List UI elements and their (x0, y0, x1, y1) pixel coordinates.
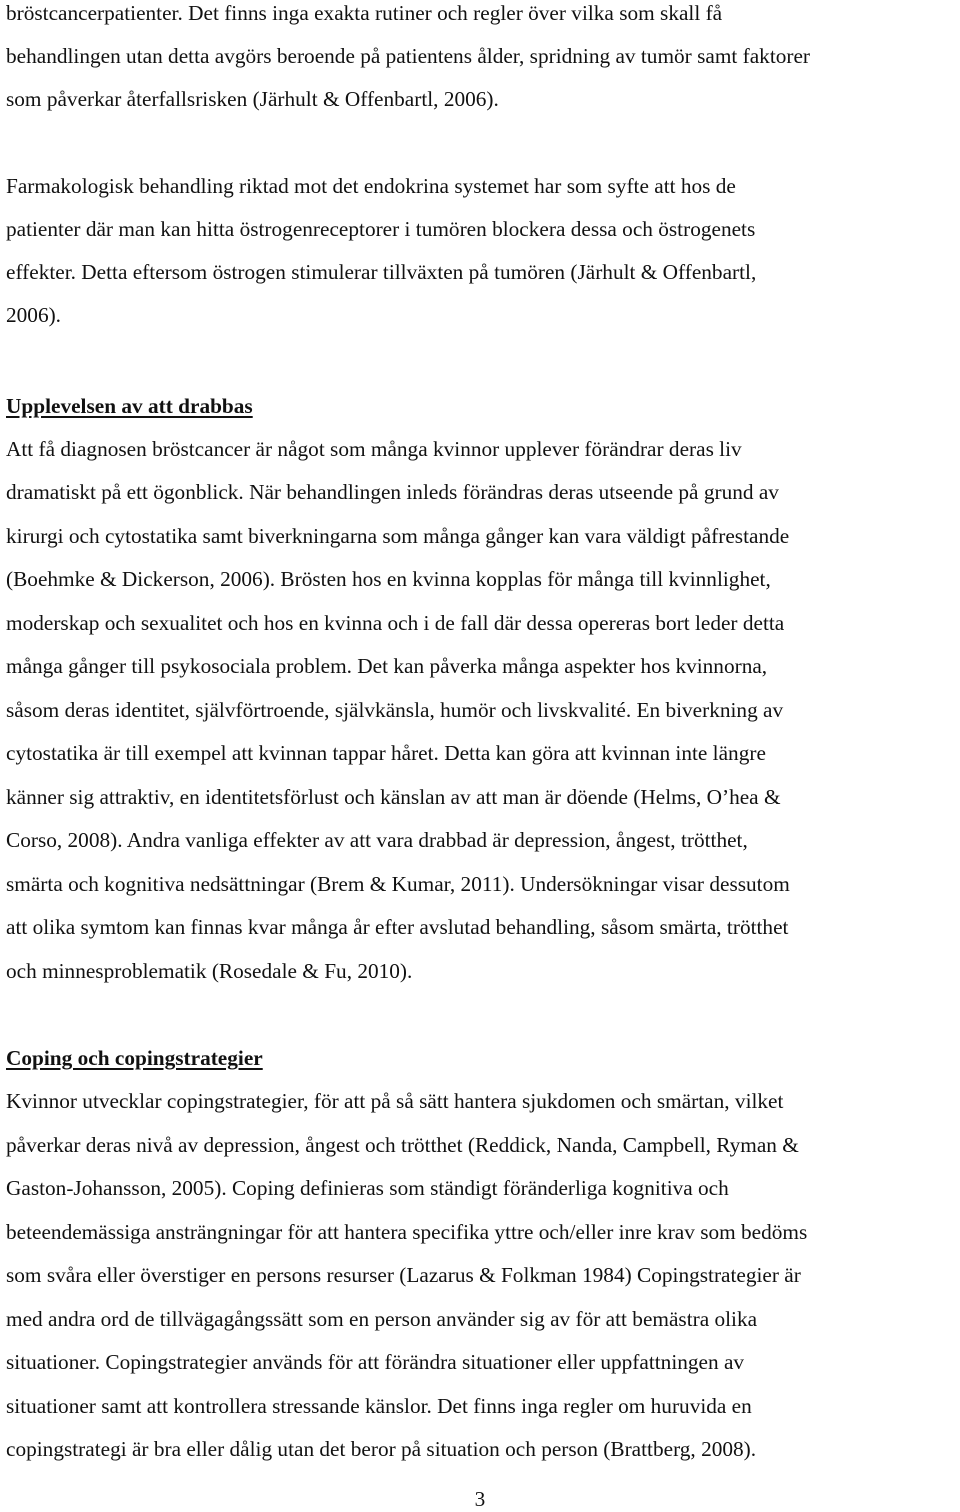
body-text-line: (Boehmke & Dickerson, 2006). Brösten hos en kvinna kopplas för många till kvinnlighet, (6, 567, 771, 591)
body-text-line: copingstrategi är bra eller dålig utan det beror på situation och person (Brattberg, 2008). (6, 1437, 757, 1461)
body-text-line: moderskap och sexualitet och hos en kvinna och i de fall där dessa opereras bort leder detta (6, 611, 785, 635)
body-text-line: med andra ord de tillvägagångssätt som en person använder sig av för att bemästra olika (6, 1307, 758, 1331)
body-text-line: Corso, 2008). Andra vanliga effekter av att vara drabbad är depression, ångest, trötthet, (6, 828, 748, 852)
body-text-line: såsom deras identitet, självförtroende, självkänsla, humör och livskvalité. En biverkning av (6, 698, 784, 722)
body-text-line: som påverkar återfallsrisken (Järhult & Offenbartl, 2006). (6, 87, 499, 111)
body-text-line: Gaston-Johansson, 2005). Coping definieras som ständigt föränderliga kognitiva och (6, 1176, 729, 1200)
body-text-line: kirurgi och cytostatika samt biverkningarna som många gånger kan vara väldigt påfrestande (6, 524, 790, 548)
body-text-line: situationer samt att kontrollera stressande känslor. Det finns inga regler om huruvida en (6, 1394, 752, 1418)
body-text-line: känner sig attraktiv, en identitetsförlust och känslan av att man är döende (Helms, O’hea & (6, 785, 781, 809)
body-text-line: Kvinnor utvecklar copingstrategier, för att på så sätt hantera sjukdomen och smärtan, vilket (6, 1089, 784, 1113)
body-text-line: bröstcancerpatienter. Det finns inga exakta rutiner och regler över vilka som skall få (6, 1, 723, 25)
body-text-line: 2006). (6, 303, 62, 327)
body-text-line: patienter där man kan hitta östrogenreceptorer i tumören blockera dessa och östrogenets (6, 217, 756, 241)
body-text-line: behandlingen utan detta avgörs beroende på patientens ålder, spridning av tumör samt faktorer (6, 44, 811, 68)
section-heading: Upplevelsen av att drabbas (6, 394, 253, 418)
body-text-line: dramatiskt på ett ögonblick. När behandlingen inleds förändras deras utseende på grund av (6, 480, 779, 504)
body-text-line: cytostatika är till exempel att kvinnan tappar håret. Detta kan göra att kvinnan inte längre (6, 741, 766, 765)
body-text-line: som svåra eller överstiger en persons resurser (Lazarus & Folkman 1984) Copingstrategier är (6, 1263, 801, 1287)
body-text-line: Farmakologisk behandling riktad mot det endokrina systemet har som syfte att hos de (6, 174, 736, 198)
body-text-line: påverkar deras nivå av depression, ångest och trötthet (Reddick, Nanda, Campbell, Ryman & (6, 1133, 799, 1157)
section-heading: Coping och copingstrategier (6, 1046, 263, 1070)
body-text-line: effekter. Detta eftersom östrogen stimulerar tillväxten på tumören (Järhult & Offenbartl, (6, 260, 757, 284)
body-text-line: situationer. Copingstrategier används för att förändra situationer eller uppfattningen av (6, 1350, 745, 1374)
body-text-line: att olika symtom kan finnas kvar många år efter avslutad behandling, såsom smärta, trötthet (6, 915, 789, 939)
body-text-line: smärta och kognitiva nedsättningar (Brem & Kumar, 2011). Undersökningar visar dessutom (6, 872, 790, 896)
body-text-line: Att få diagnosen bröstcancer är något som många kvinnor upplever förändrar deras liv (6, 437, 742, 461)
body-text-line: beteendemässiga ansträngningar för att hantera specifika yttre och/eller inre krav som bedöms (6, 1220, 808, 1244)
body-text-line: och minnesproblematik (Rosedale & Fu, 2010). (6, 959, 413, 983)
page-number: 3 (474, 1487, 486, 1511)
body-text-line: många gånger till psykosociala problem. Det kan påverka många aspekter hos kvinnorna, (6, 654, 768, 678)
